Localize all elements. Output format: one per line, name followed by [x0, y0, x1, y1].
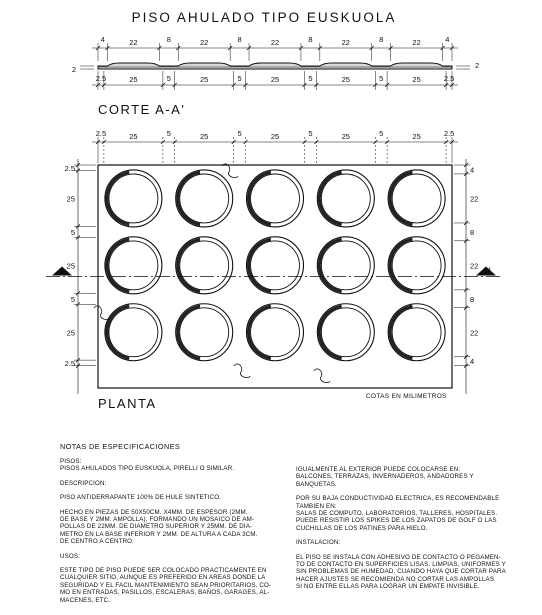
- section-top-dim-label: 8: [308, 35, 313, 44]
- notes-left-column: [60, 458, 282, 604]
- descripcion-text-1: PISO ANTIDERRAPANTE 100% DE HULE SINTETICO.: [60, 494, 222, 502]
- instalacion-heading: INSTALACION:: [296, 539, 341, 547]
- stud-outer-circle: [105, 237, 162, 294]
- stud-outer-circle: [176, 170, 233, 227]
- stud-outer-circle: [317, 170, 374, 227]
- stud-inner-circle: [251, 308, 300, 357]
- stud-outer-circle: [176, 304, 233, 361]
- stud-outer-circle: [388, 170, 445, 227]
- left-thickness-label: 2: [71, 65, 77, 74]
- plan-label: PLANTA: [98, 396, 157, 411]
- section-top-dim-label: 4: [445, 35, 450, 44]
- stud-inner-circle: [392, 308, 441, 357]
- plan-top-dim-label: 2.5: [443, 129, 455, 138]
- stud-outer-circle: [247, 170, 304, 227]
- plan-left-dim-label: 25: [66, 194, 75, 204]
- section-bottom-dim-label: 25: [341, 75, 350, 84]
- section-top-dim-label: 22: [412, 38, 421, 47]
- plan-top-dim-label: 5: [237, 129, 242, 138]
- section-top-dim-label: 22: [200, 38, 209, 47]
- section-bottom-dim-label: 2.5: [443, 74, 455, 83]
- usos-heading: USOS:: [60, 552, 81, 560]
- plan-top-dim-label: 25: [270, 132, 280, 141]
- plan-top-dim-label: 5: [166, 129, 171, 138]
- stud-inner-circle: [109, 308, 158, 357]
- section-top-dim-label: 8: [379, 35, 384, 44]
- stud-inner-circle: [180, 241, 229, 290]
- section-bottom-dim-label: 5: [237, 74, 242, 83]
- section-top-dim-label: 22: [129, 38, 138, 47]
- conductividad-text: POR SU BAJA CONDUCTIVIDAD ELECTRICA, ES RECOMENDABLE TAMBIEN EN: SALAS DE COMPUTO, LABORATORIOS, TALLERES, HOSPITALES. PUEDE RESISTIR LOS SPIKES DE LOS ZAPATOS DE GOLF O LAS CUCHILLAS DE LOS PATINES PARA HIELO.: [296, 495, 500, 532]
- plan-right-dim-label: 4: [470, 357, 475, 367]
- stud-inner-circle: [392, 241, 441, 290]
- plan-top-dim-label: 25: [412, 132, 421, 141]
- stud-inner-circle: [109, 241, 158, 290]
- stud-inner-circle: [392, 174, 441, 223]
- right-thickness-label: 2: [475, 61, 480, 70]
- section-top-dim-label: 22: [270, 38, 280, 47]
- stud-inner-circle: [180, 308, 229, 357]
- section-mark-right: A': [481, 266, 491, 278]
- stud-outer-circle: [388, 304, 445, 361]
- plan-top-dim-label: 25: [200, 132, 209, 141]
- plan-right-dim-label: 22: [470, 328, 479, 338]
- section-top-dim-label: 22: [341, 38, 350, 47]
- plan-top-dim-label: 25: [129, 132, 138, 141]
- plan-right-dim-label: 22: [470, 194, 479, 204]
- stud-outer-circle: [317, 237, 374, 294]
- stud-outer-circle: [105, 170, 162, 227]
- notes-heading: NOTAS DE ESPECIFICACIONES: [60, 442, 181, 451]
- stud-inner-circle: [180, 174, 229, 223]
- stud-outer-circle: [388, 237, 445, 294]
- plan-left-dim-label: 2.5: [64, 163, 75, 173]
- plan-top-dim-label: 5: [308, 129, 313, 138]
- usos-text: ESTE TIPO DE PISO PUEDE SER COLOCADO PRACTICAMENTE EN CUALQUIER SITIO, AUNQUE ES PREFERIDO EN AREAS DONDE LA SEGURIDAD Y EL FACIL MANTENIMIENTO SEAN PRIORITARIOS, CO- MO EN ENTRADAS, PASILLOS, ESCALERAS, BAÑOS, GARAGES, AL- MACENES, ETC.: [60, 567, 272, 604]
- plan-right-dim-label: 22: [470, 261, 479, 271]
- stud-inner-circle: [109, 174, 158, 223]
- descripcion-text-2: HECHO EN PIEZAS DE 50X50CM. X4MM. DE ESPESOR (2MM. DE BASE Y 2MM. AMPOLLA), FORMANDO UN MOSAICO DE AM- POLLAS DE 22MM. DE DIAMETRO SUPERIOR Y 25MM. DE DIA- METRO EN LA BASE INFERIOR Y 2MM. DE ALTURA A CADA 3CM. DE CENTRO A CENTRO.: [60, 508, 258, 546]
- section-bottom-dim-label: 25: [412, 75, 421, 84]
- section-bottom-dim-label: 25: [129, 75, 138, 84]
- break-line: [94, 306, 110, 320]
- break-line: [222, 164, 238, 178]
- section-bottom-dim-label: 25: [270, 75, 280, 84]
- stud-outer-circle: [317, 304, 374, 361]
- section-top-dim-label: 8: [166, 35, 171, 44]
- plan-left-dim-label: 2.5: [64, 358, 75, 368]
- instalacion-text: EL PISO SE INSTALA CON ADHESIVO DE CONTACTO O PEGAMEN- TO DE CONTACTO EN SUPERFICIES LISAS, LIMPIAS, UNIFORMES Y SIN PROBLEMAS DE HUMEDAD. CUANDO HAYA QUE CORTAR PARA HACER AJUSTES SE RECOMIENDA NO CORTAR LAS AMPOLLAS SI NO ENTRE ELLAS PARA LOGRAR UN EMPATE INVISIBLE.: [296, 553, 506, 591]
- plan-left-dim-label: 5: [70, 294, 75, 304]
- stud-outer-circle: [247, 237, 304, 294]
- plan-left-dim-label: 25: [66, 328, 75, 338]
- section-bottom-dim-label: 2.5: [95, 74, 107, 83]
- stud-inner-circle: [251, 174, 300, 223]
- plan-right-dim-label: 8: [470, 227, 475, 237]
- plan-top-dim-label: 2.5: [95, 129, 107, 138]
- section-bottom-dim-label: 25: [200, 75, 209, 84]
- break-line: [234, 364, 250, 378]
- section-view: [72, 35, 479, 90]
- stud-inner-circle: [321, 308, 370, 357]
- stud-outer-circle: [176, 237, 233, 294]
- plan-top-dim-label: 5: [379, 129, 384, 138]
- stud-outer-circle: [105, 304, 162, 361]
- plan-view: [46, 129, 502, 394]
- exterior-text: IGUALMENTE AL EXTERIOR PUEDE COLOCARSE EN: BALCONES, TERRAZAS, INVERNADEROS, ANDADORES Y BANQUETAS.: [296, 466, 474, 488]
- section-bottom-dim-label: 5: [166, 74, 171, 83]
- plan-top-dim-label: 25: [341, 132, 350, 141]
- section-bottom-dim-label: 5: [308, 74, 313, 83]
- plan-right-dim-label: 8: [470, 294, 475, 304]
- section-top-dim-label: 4: [100, 35, 105, 44]
- pisos-text: PISOS AHULADOS TIPO EUSKUOLA, PIRELLI O SIMILAR.: [60, 465, 235, 473]
- section-bottom-dim-label: 5: [379, 74, 384, 83]
- stud-outer-circle: [247, 304, 304, 361]
- notes-right-column: [296, 466, 506, 591]
- section-top-dim-label: 8: [237, 35, 242, 44]
- stud-inner-circle: [321, 174, 370, 223]
- drawing-title: PISO AHULADO TIPO EUSKUOLA: [131, 10, 397, 25]
- plan-left-dim-label: 5: [70, 227, 75, 237]
- section-mark-left: A: [58, 266, 66, 278]
- plan-left-dim-label: 25: [66, 261, 75, 271]
- units-note: COTAS EN MILIMETROS: [366, 393, 447, 400]
- stud-inner-circle: [321, 241, 370, 290]
- stud-inner-circle: [251, 241, 300, 290]
- section-label: CORTE A-A': [98, 102, 186, 117]
- plan-right-dim-label: 4: [470, 165, 475, 175]
- section-profile: [98, 63, 452, 69]
- pisos-heading: PISOS:: [60, 458, 82, 465]
- descripcion-heading: DESCRIPCION:: [60, 479, 107, 487]
- break-line: [314, 369, 330, 383]
